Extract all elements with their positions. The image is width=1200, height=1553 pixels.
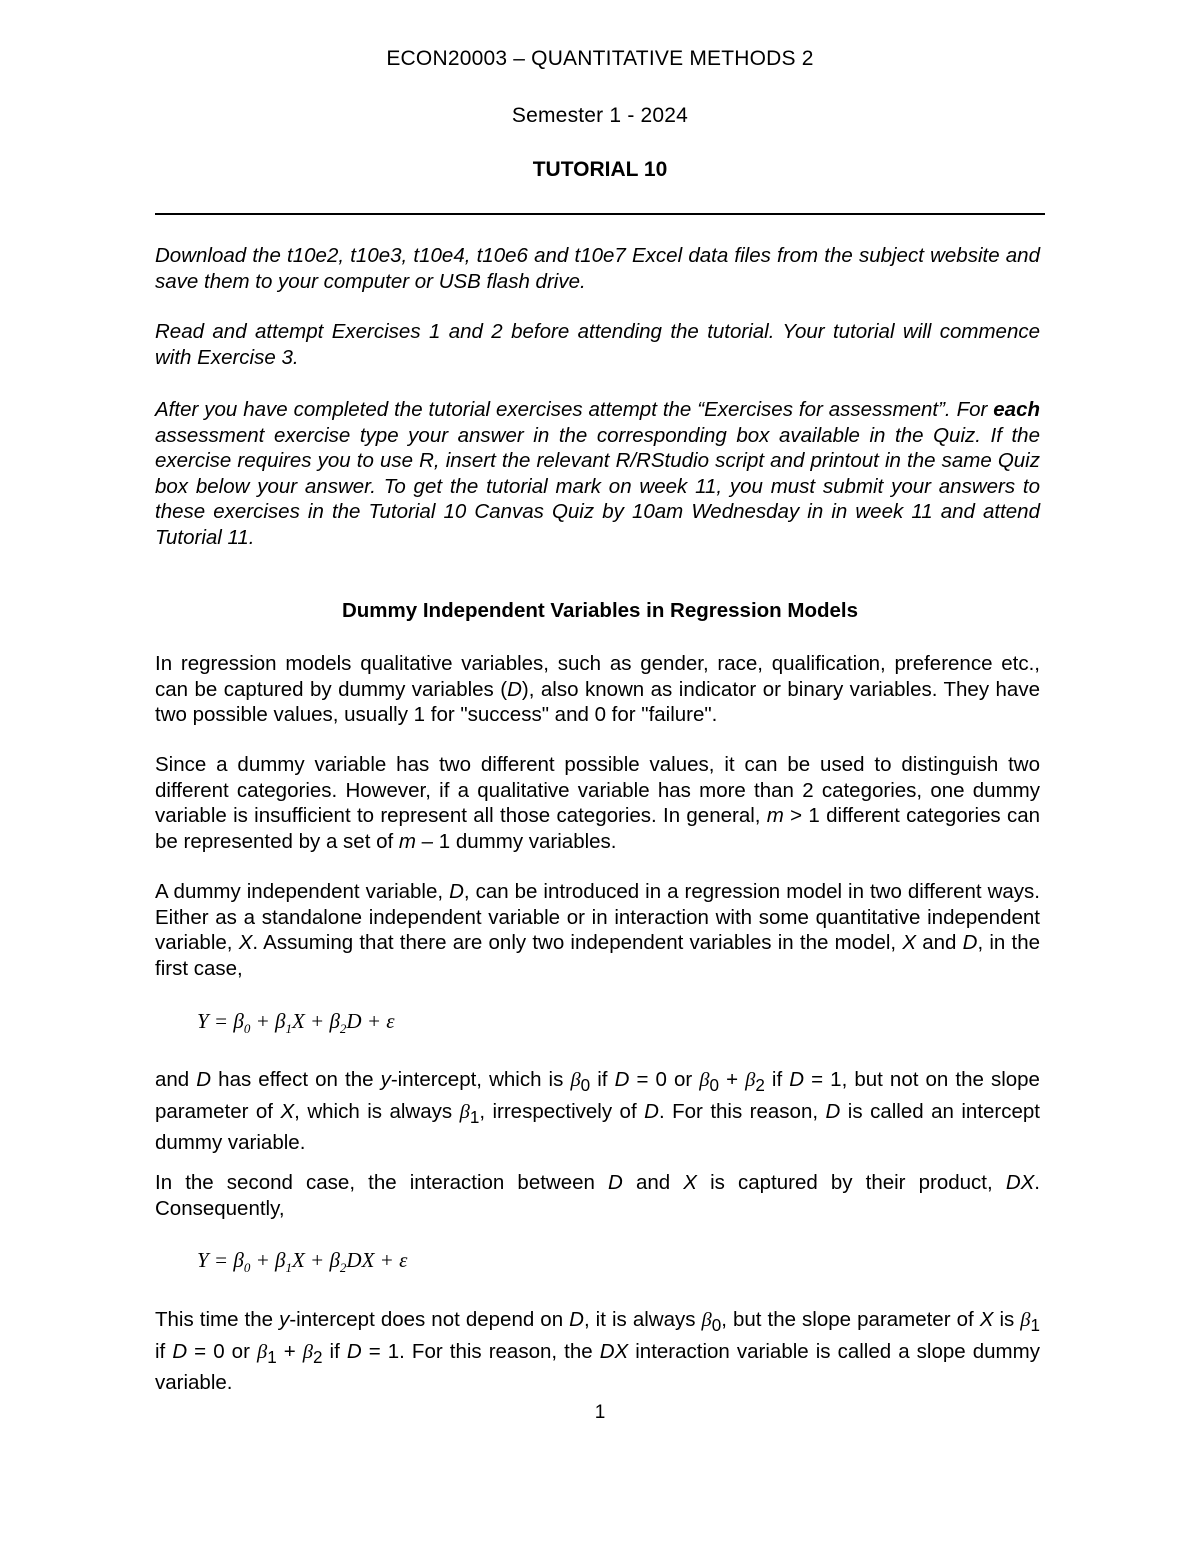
intro-after-a: After you have completed the tutorial exercises attempt the “Exercises for assessment”. For <box>155 398 988 421</box>
intro-read: Read and attempt Exercises 1 and 2 before attending the tutorial. Your tutorial will commence with Exercise 3. <box>155 320 1040 369</box>
tutorial-title: TUTORIAL 10 <box>532 158 668 181</box>
header-divider <box>155 213 1045 215</box>
page-number: 1 <box>594 1402 606 1423</box>
equation-slope-dummy: $Y = \beta_0 + \beta_1X + \beta_2DX + \varepsilon$ <box>197 1248 408 1276</box>
intro-after-bold: each <box>993 398 1040 421</box>
para-slope-dummy: This time the y-intercept does not depend on D, it is always $\beta_0$, but the slope parameter of X is $\beta_1$ if D = 0 or $\beta_1 + \beta_2$ if D = 1. For this reason, the DX interaction variable is called a slope dummy variable. <box>155 1308 1041 1395</box>
para-dummy-independent: A dummy independent variable, D, can be introduced in a regression model in two different ways. Either as a standalone independent variable or in interaction with some quantitative independent variable, X. Assuming that there are only two independent variables in the model, X and D, in the first case, <box>155 880 1040 980</box>
course-title: ECON20003 – QUANTITATIVE METHODS 2 <box>386 47 814 70</box>
intro-download: Download the t10e2, t10e3, t10e4, t10e6 and t10e7 Excel data files from the subject website and save them to your computer or USB flash drive. <box>155 244 1040 293</box>
para-categories: Since a dummy variable has two different possible values, it can be used to distinguish two different categories. However, if a qualitative variable has more than 2 categories, one dummy variable is insufficient to represent all those categories. In general, m > 1 different categories can be represented by a set of m – 1 dummy variables. <box>155 753 1041 853</box>
semester-label: Semester 1 - 2024 <box>511 104 689 127</box>
intro-after-b: assessment exercise type your answer in the corresponding box available in the Quiz. If the exercise requires you to use R, insert the relevant R/RStudio script and printout in the same Quiz box below your answer. To get the tutorial mark on week 11, you must submit your answers to these exercises in the Tutorial 10 Canvas Quiz by 10am Wednesday in in week 11 and attend Tutorial 11. <box>155 423 1040 549</box>
equation-intercept-dummy: $Y = \beta_0 + \beta_1X + \beta_2D + \varepsilon$ <box>197 1009 395 1037</box>
intro-after <box>155 397 1040 550</box>
para-intercept-dummy: and D has effect on the y-intercept, which is $\beta_0$ if D = 0 or $\beta_0 + \beta_2$ if D = 1, but not on the slope parameter of X, which is always $\beta_1$, irrespectively of D. For this reason, D is called an intercept dummy variable. <box>155 1068 1041 1155</box>
section-title: Dummy Independent Variables in Regression Models <box>341 599 859 622</box>
para-qualitative: In regression models qualitative variables, such as gender, race, qualification, preference etc., can be captured by dummy variables (D), also known as indicator or binary variables. They have two possible values, usually 1 for "success" and 0 for "failure". <box>155 652 1040 726</box>
para-second-case: In the second case, the interaction between D and X is captured by their product, DX. Consequently, <box>155 1171 1040 1220</box>
